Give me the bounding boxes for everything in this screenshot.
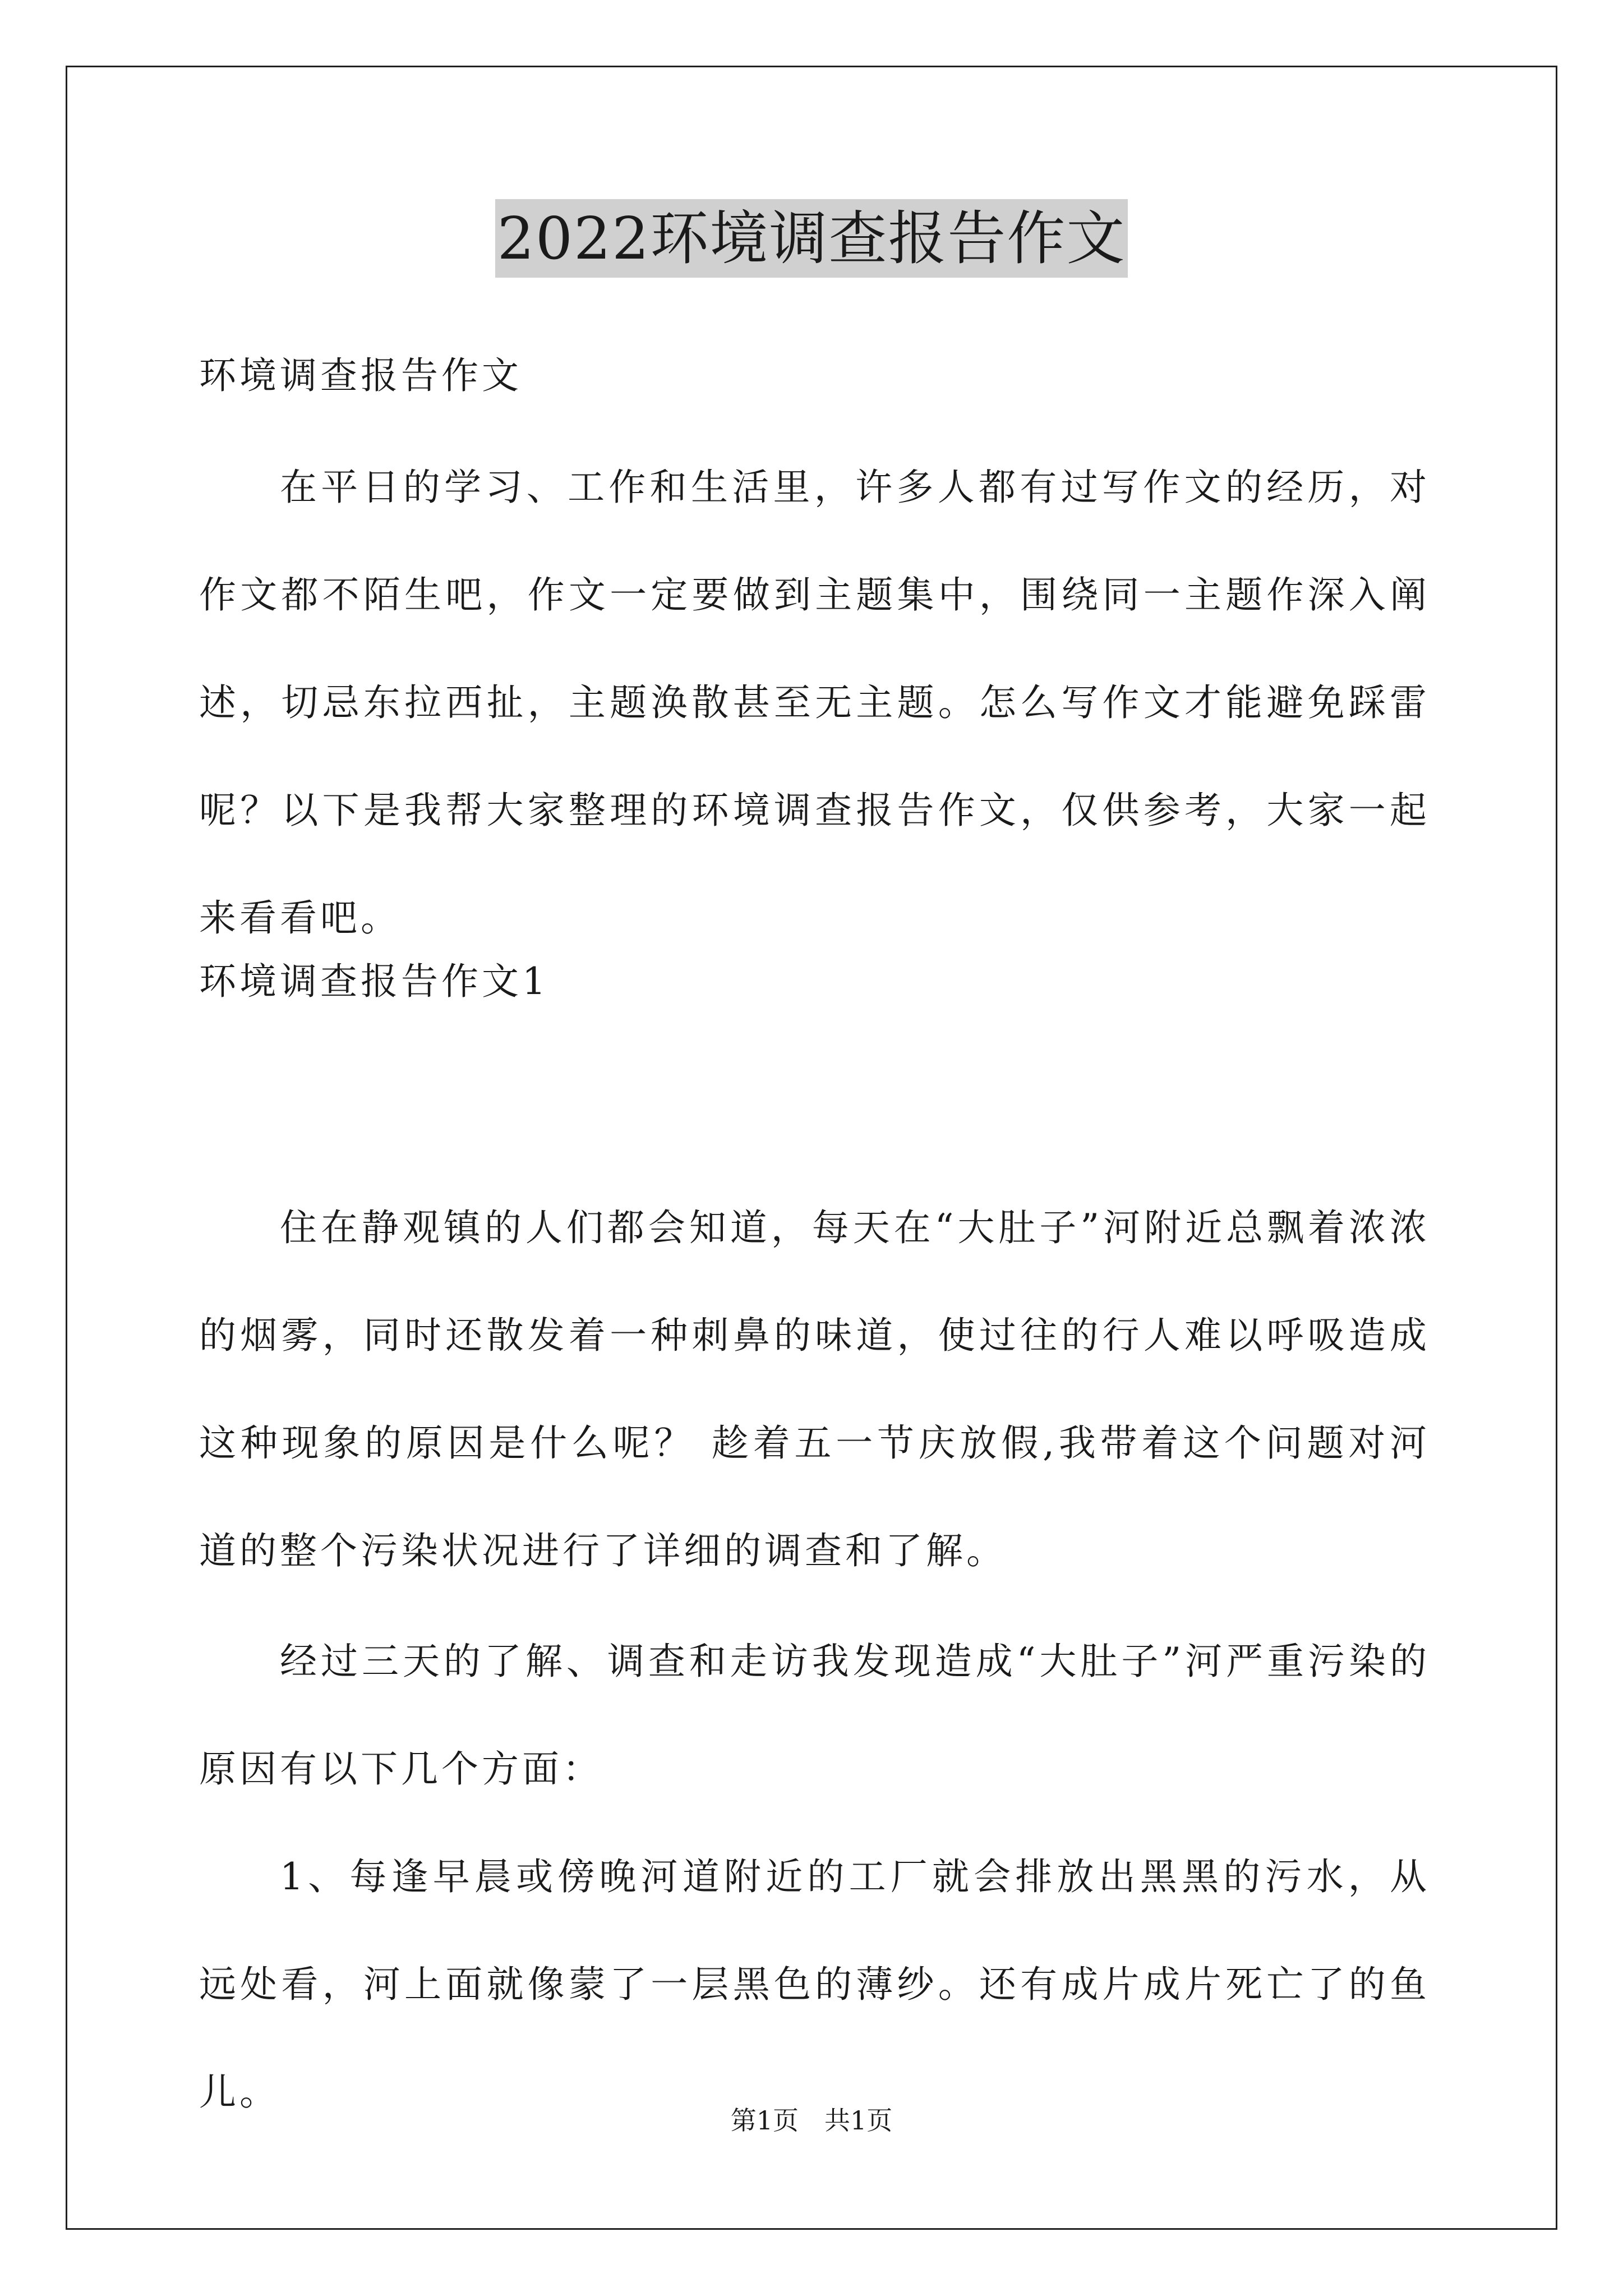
intro-paragraph: 在平日的学习、工作和生活里，许多人都有过写作文的经历，对作文都不陌生吧，作文一定要做到主题集中，围绕同一主题作深入阐述，切忌东拉西扯，主题涣散甚至无主题。怎么写作文才能避免踩雷呢？以下是我帮大家整理的环境调查报告作文，仅供参考，大家一起来看看吧。	[199, 466, 1430, 940]
body-paragraph: 经过三天的了解、调查和走访我发现造成“大肚子”河严重污染的原因有以下几个方面：	[199, 1640, 1430, 1791]
body-paragraph: 1、每逢早晨或傍晚河道附近的工厂就会排放出黑黑的污水，从远处看，河上面就像蒙了一层黑色的薄纱。还有成片成片死亡了的鱼儿。	[199, 1855, 1430, 2114]
page-footer: 第1页 共1页	[730, 2105, 893, 2136]
document-title: 2022环境调查报告作文	[495, 199, 1128, 278]
body-paragraph: 住在静观镇的人们都会知道，每天在“大肚子”河附近总飘着浓浓的烟雾，同时还散发着一种刺鼻的味道，使过往的行人难以呼吸造成这种现象的原因是什么呢？ 趁着五一节庆放假,我带着这个问题对河道的整个污染状况进行了详细的调查和了解。	[199, 1206, 1430, 1572]
section-heading: 环境调查报告作文1	[199, 960, 549, 1003]
title-container	[0, 199, 1623, 278]
document-subtitle: 环境调查报告作文	[199, 354, 522, 397]
